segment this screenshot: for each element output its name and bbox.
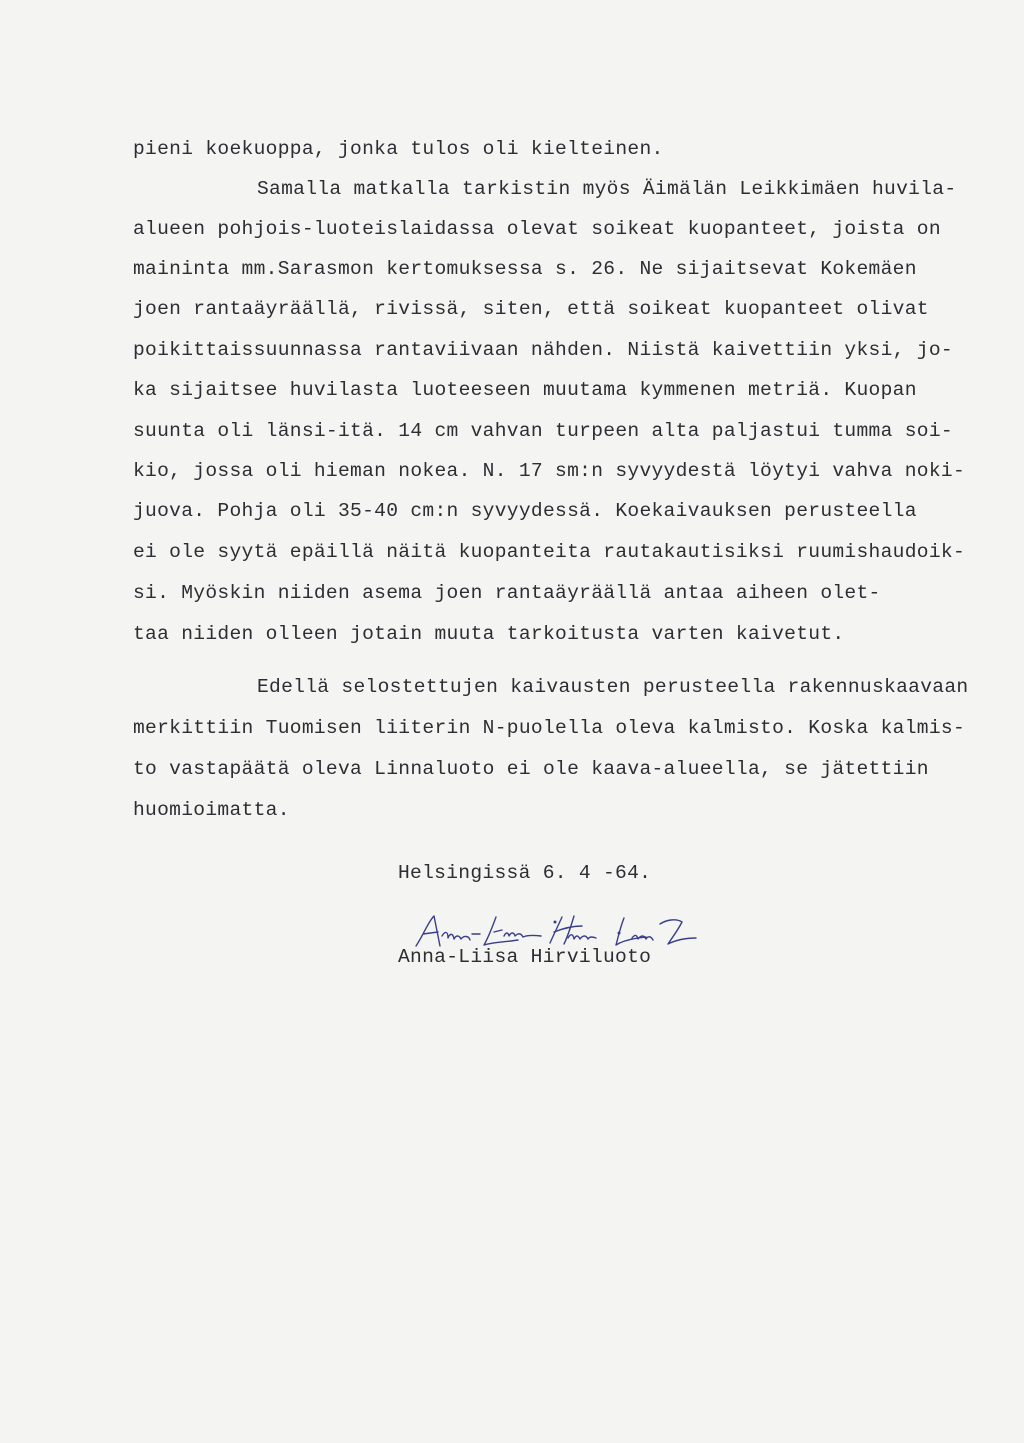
body-line-10: juova. Pohja oli 35-40 cm:n syvyydessä. Koekaivauksen perusteella — [133, 500, 917, 522]
body-line-1: pieni koekuoppa, jonka tulos oli kielteinen. — [133, 138, 664, 160]
body-line-9: kio, jossa oli hieman nokea. N. 17 sm:n syvyydestä löytyi vahva noki- — [133, 460, 966, 482]
body-line-5: joen rantaäyräällä, rivissä, siten, että soikeat kuopanteet olivat — [133, 298, 929, 320]
body-line-2: Samalla matkalla tarkistin myös Äimälän Leikkimäen huvila- — [257, 178, 957, 200]
body-line-16: to vastapäätä oleva Linnaluoto ei ole kaava-alueella, se jätettiin — [133, 758, 929, 780]
body-line-15: merkittiin Tuomisen liiterin N-puolella oleva kalmisto. Koska kalmis- — [133, 717, 966, 739]
body-line-6: poikittaissuunnassa rantaviivaan nähden. Niistä kaivettiin yksi, jo- — [133, 339, 953, 361]
signatory-name: Anna-Liisa Hirviluoto — [398, 946, 652, 968]
body-line-4: maininta mm.Sarasmon kertomuksessa s. 26. Ne sijaitsevat Kokemäen — [133, 258, 917, 280]
body-line-17: huomioimatta. — [133, 799, 290, 821]
body-line-8: suunta oli länsi-itä. 14 cm vahvan turpeen alta paljastui tumma soi- — [133, 420, 953, 442]
place-date: Helsingissä 6. 4 -64. — [398, 862, 652, 884]
body-line-11: ei ole syytä epäillä näitä kuopanteita rautakautisiksi ruumishaudoik- — [133, 541, 966, 563]
body-line-12: si. Myöskin niiden asema joen rantaäyräällä antaa aiheen olet- — [133, 582, 881, 604]
body-line-14: Edellä selostettujen kaivausten perusteella rakennuskaavaan — [257, 676, 969, 698]
body-line-7: ka sijaitsee huvilasta luoteeseen muutama kymmenen metriä. Kuopan — [133, 379, 917, 401]
body-line-3: alueen pohjois-luoteislaidassa olevat soikeat kuopanteet, joista on — [133, 218, 941, 240]
body-line-13: taa niiden olleen jotain muuta tarkoitusta varten kaivetut. — [133, 623, 845, 645]
